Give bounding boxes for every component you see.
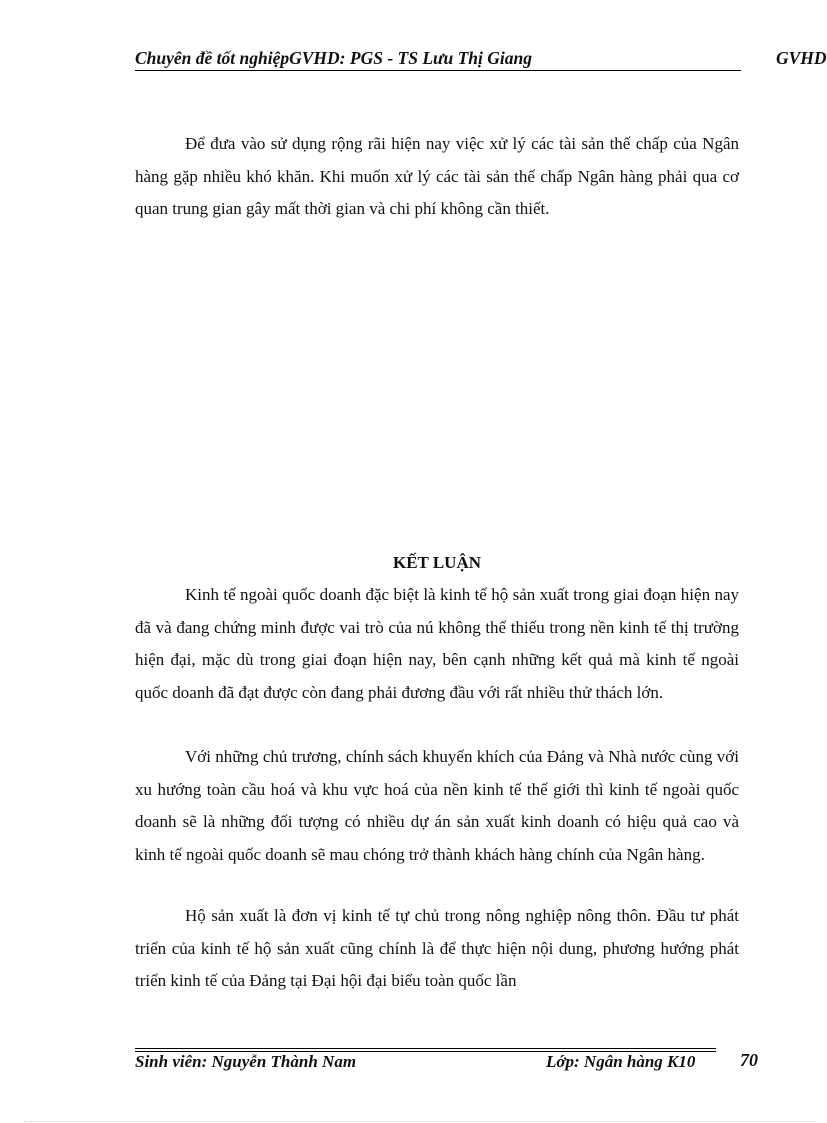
page-footer — [135, 1052, 765, 1078]
page-edge-divider — [24, 1121, 816, 1122]
paragraph-collateral: Để đưa vào sử dụng rộng rãi hiện nay việc xử lý các tài sản thế chấp của Ngân hàng gặp nhiều khó khăn. Khi muốn xử lý các tài sản thế chấp Ngân hàng phải qua cơ quan trung gian gây mất thời gian và chi phí không cần thiết. — [135, 134, 739, 218]
header-title: Chuyên đề tốt nghiệpGVHD: PGS - TS Lưu Thị Giang — [135, 48, 532, 68]
footer-rule-top — [135, 1048, 716, 1049]
section-heading: KẾT LUẬN — [392, 553, 481, 572]
paragraph-conclusion-2: Với những chủ trương, chính sách khuyến khích của Đảng và Nhà nước cùng với xu hướng toàn cầu hoá và khu vực hoá của nền kinh tế thế giới thì kinh tế ngoài quốc doanh sẽ là những đối tượng có nhiều dự án sản xuất kinh doanh có hiệu quả cao và kinh tế ngoài quốc doanh sẽ mau chóng trở thành khách hàng chính của Ngân hàng. — [135, 747, 739, 864]
paragraph-conclusion-3: Hộ sản xuất là đơn vị kinh tế tự chủ trong nông nghiệp nông thôn. Đầu tư phát triển của kinh tế hộ sản xuất cũng chính là để thực hiện nội dung, phương hướng phát triển kinh tế của Đảng tại Đại hội đại biểu toàn quốc lần — [135, 906, 739, 990]
header-rule — [135, 70, 741, 71]
page-number: 70 — [740, 1050, 758, 1070]
page-header — [135, 48, 827, 72]
footer-student: Sinh viên: Nguyễn Thành Nam — [135, 1052, 357, 1071]
footer-class: Lớp: Ngân hàng K10 — [546, 1052, 696, 1071]
paragraph-conclusion-1: Kinh tế ngoài quốc doanh đặc biệt là kinh tế hộ sản xuất trong giai đoạn hiện nay đã và đang chứng minh được vai trò của nú không thể thiếu trong nền kinh tế thị trường hiện đại, mặc dù trong giai đoạn hiện nay, bên cạnh những kết quả mà kinh tế ngoài quốc doanh đã đạt được còn đang phải đương đầu với rất nhiều thử thách lớn. — [135, 585, 739, 702]
header-right-text: GVHD — [776, 48, 827, 68]
